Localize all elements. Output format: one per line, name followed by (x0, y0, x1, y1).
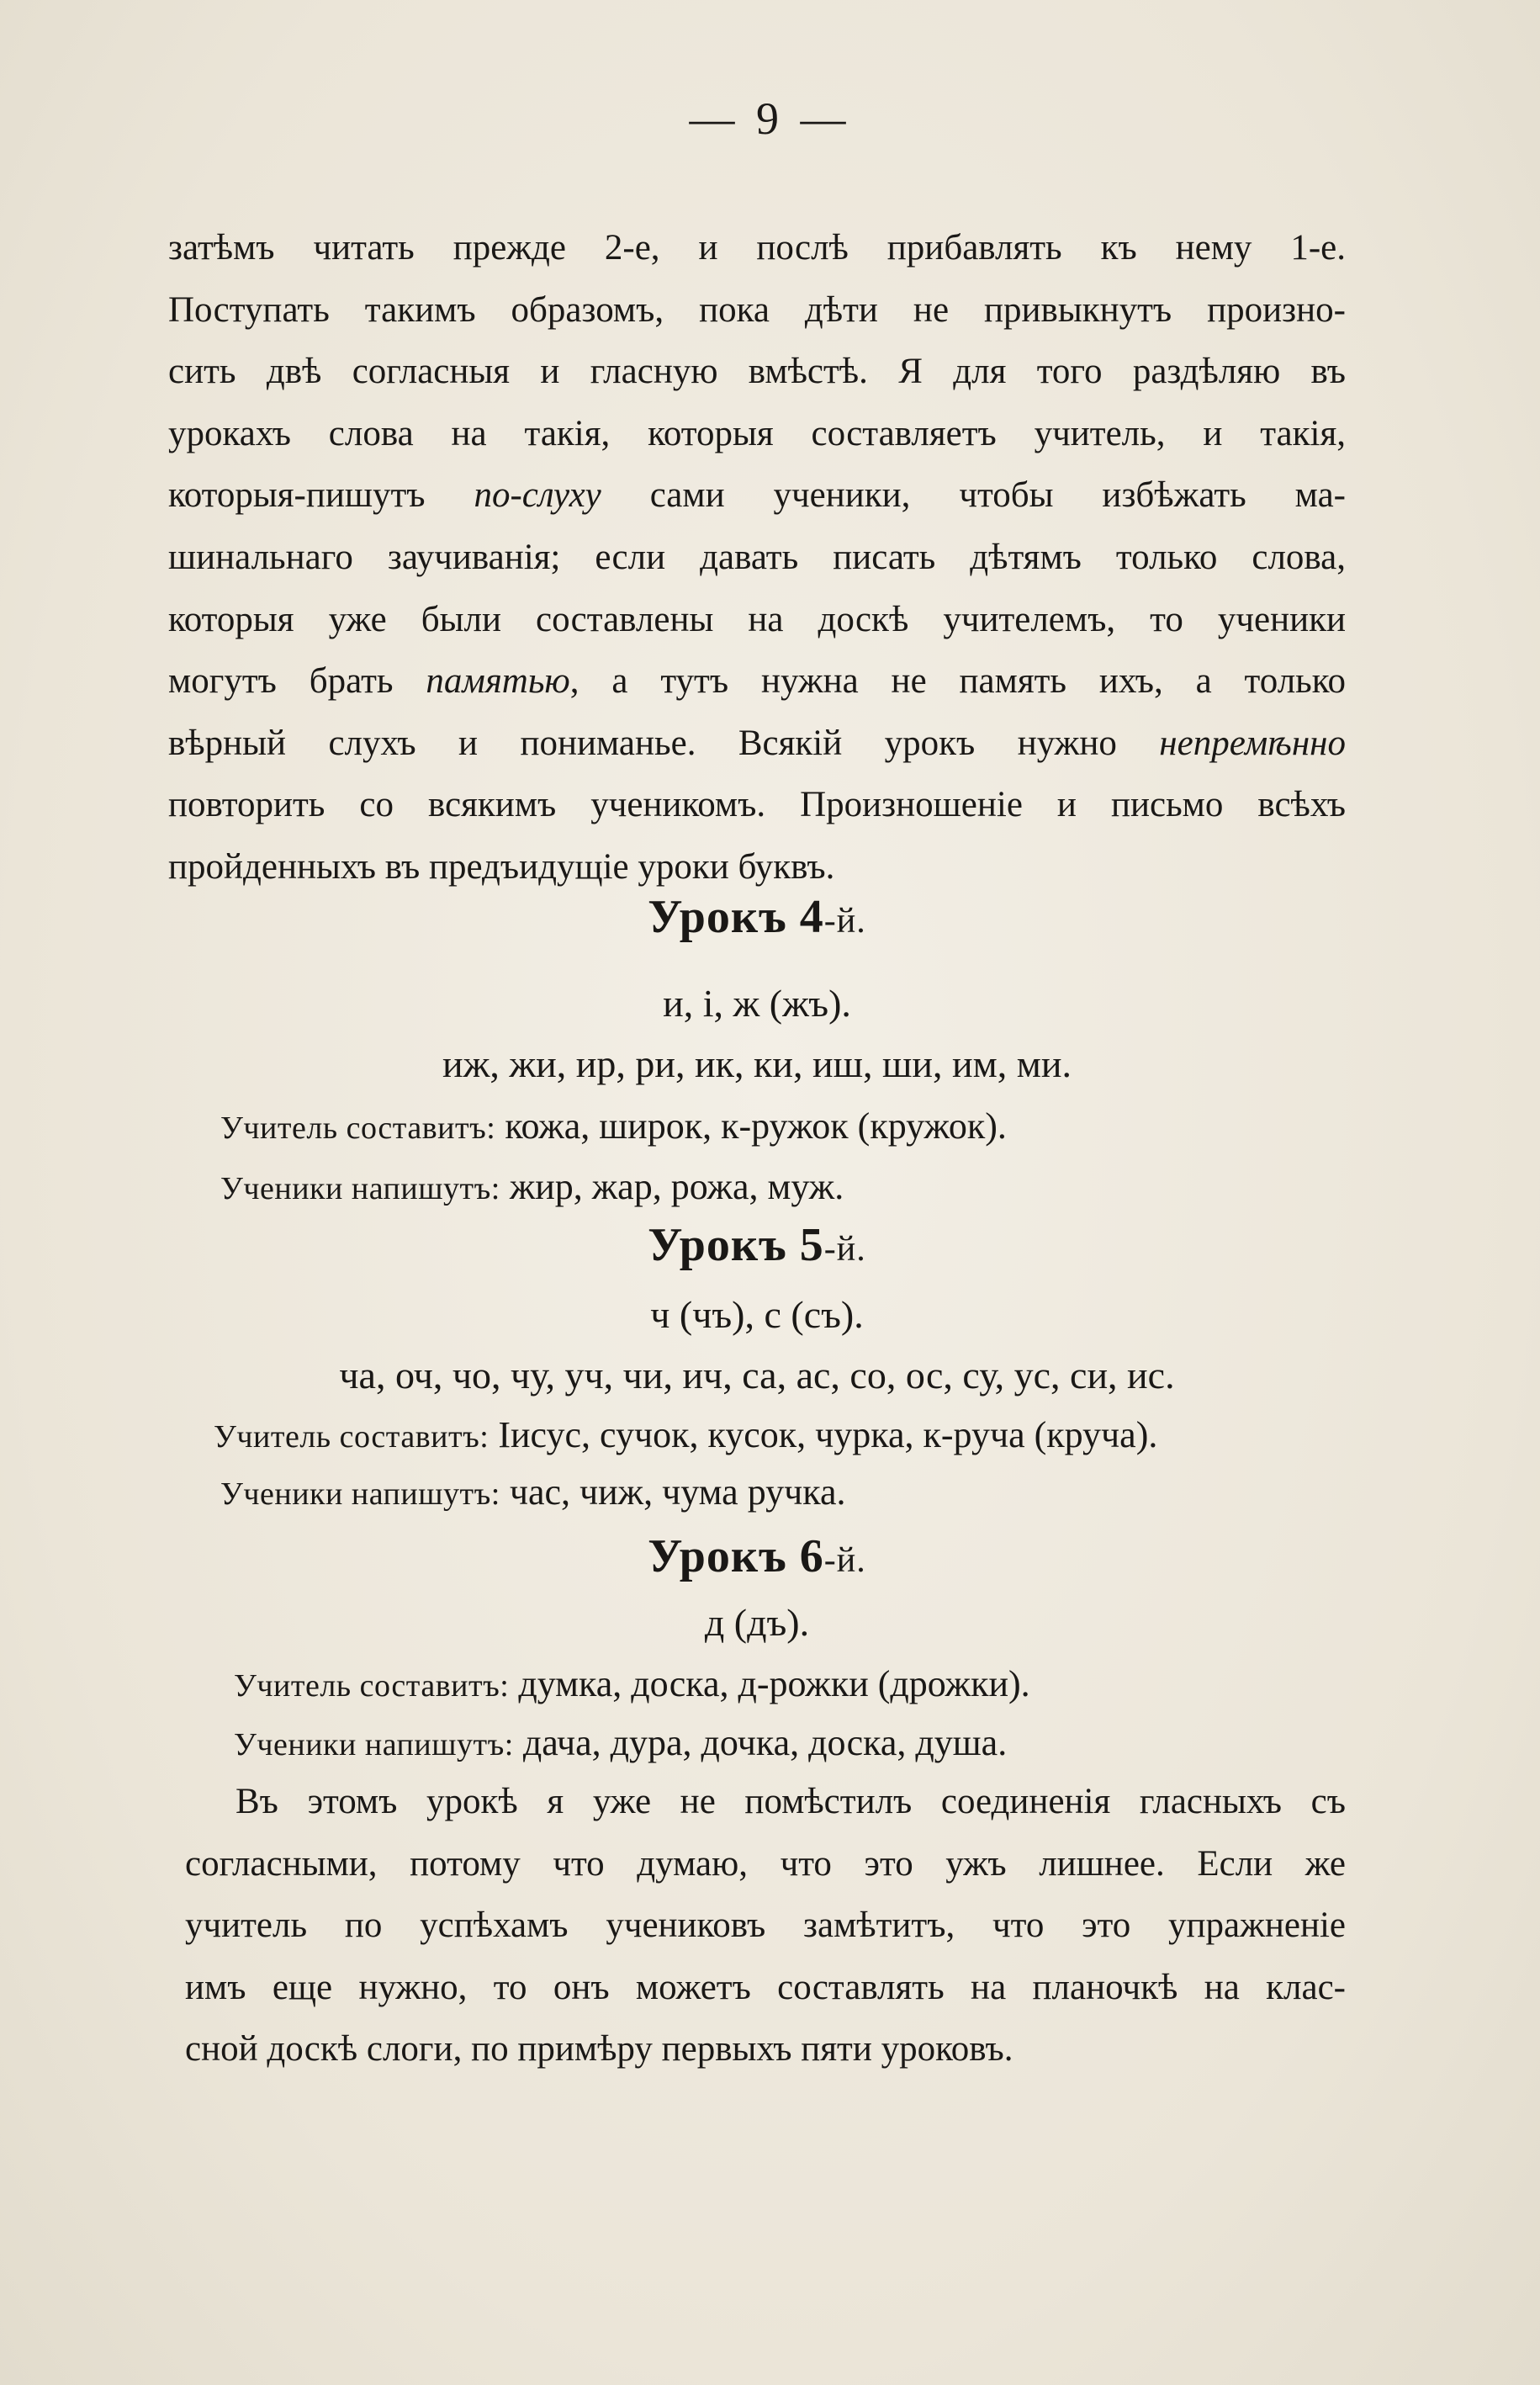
students-words: жир, жар, рожа, муж. (509, 1166, 844, 1207)
intro-text: могутъ брать (168, 661, 426, 702)
intro-text: которыя-пишутъ (168, 475, 474, 516)
italic-term: памятью (426, 661, 570, 702)
teacher-label: Учитель составитъ: (220, 1110, 496, 1146)
students-words: час, чиж, чума ручка. (509, 1471, 846, 1513)
intro-paragraph (168, 217, 1346, 898)
lesson-4-syllables: иж, жи, ир, ри, ик, ки, иш, ши, им, ми. (442, 1042, 1072, 1085)
lesson-4-heading (168, 890, 1346, 944)
lesson-5-students-line (220, 1471, 846, 1513)
lesson-5-heading (168, 1218, 1346, 1272)
closing-line: Въ этомъ урокѣ я уже не помѣстилъ соединенія гласныхъ съ (235, 1782, 1346, 1821)
lesson-5-suffix: -й. (823, 1230, 866, 1269)
intro-text: вѣрный слухъ и пониманье. Всякій урокъ нужно (168, 723, 1160, 763)
intro-line: затѣмъ читать прежде 2-е, и послѣ прибавлять къ нему 1-е. (168, 228, 1346, 268)
closing-line: учитель по успѣхамъ учениковъ замѣтитъ, что это упражненіе (185, 1905, 1346, 1946)
lesson-5-section (168, 1218, 1346, 1538)
lesson-6-title: Урокъ 6 (648, 1530, 824, 1582)
page-number: — 9 — (689, 93, 851, 144)
teacher-label: Учитель составитъ: (234, 1668, 510, 1704)
intro-line: урокахъ слова на такія, которыя составляетъ учитель, и такія, (168, 413, 1346, 453)
intro-line: сить двѣ согласныя и гласную вмѣстѣ. Я для того раздѣляю въ (168, 352, 1346, 392)
students-label: Ученики напишутъ: (220, 1476, 500, 1512)
students-label: Ученики напишутъ: (220, 1171, 500, 1206)
italic-term: непремѣнно (1159, 723, 1346, 763)
intro-line: Поступать такимъ образомъ, пока дѣти не привыкнутъ произно- (168, 289, 1346, 330)
teacher-words: Іисус, сучок, кусок, чурка, к-руча (круча). (498, 1414, 1158, 1455)
lesson-4-title: Урокъ 4 (648, 891, 824, 943)
lesson-6-students-line (234, 1721, 1007, 1764)
lesson-5-teacher-line (214, 1413, 1157, 1456)
teacher-words: кожа, широк, к-ружок (кружок). (505, 1105, 1007, 1147)
lesson-6-section (168, 1529, 1346, 1782)
intro-line: шинальнаго заучиванія; если давать писать дѣтямъ только слова, (168, 537, 1346, 577)
intro-line: пройденныхъ въ предъидущіе уроки буквъ. (168, 846, 835, 887)
lesson-5-letters: ч (чъ), с (съ). (650, 1293, 864, 1336)
lesson-4-section (168, 890, 1346, 1227)
intro-text: , а тутъ нужна не память ихъ, а только (569, 661, 1346, 702)
students-words: дача, дура, дочка, доска, душа. (522, 1722, 1008, 1763)
intro-line (168, 464, 1346, 527)
teacher-label: Учитель составитъ: (214, 1419, 490, 1455)
lesson-6-teacher-line (234, 1662, 1030, 1705)
lesson-5-syllables: ча, оч, чо, чу, уч, чи, ич, са, ас, со, ос, су, ус, си, ис. (339, 1354, 1175, 1397)
closing-paragraph (185, 1771, 1346, 2080)
students-label: Ученики напишутъ: (234, 1727, 514, 1762)
closing-line: имъ еще нужно, то онъ можетъ составлять на планочкѣ на клас- (185, 1967, 1346, 2007)
lesson-6-heading (168, 1529, 1346, 1583)
closing-line: сной доскѣ слоги, по примѣру первыхъ пяти уроковъ. (185, 2029, 1013, 2070)
lesson-6-letters: д (дъ). (704, 1601, 810, 1644)
lesson-5-title: Урокъ 5 (648, 1219, 824, 1271)
lesson-4-letters: и, і, ж (жъ). (663, 982, 851, 1025)
intro-line (168, 650, 1346, 713)
lesson-4-teacher-line (220, 1105, 1007, 1147)
intro-line: повторить со всякимъ ученикомъ. Произношеніе и письмо всѣхъ (168, 785, 1346, 825)
italic-term: по-слуху (474, 475, 601, 516)
intro-line (168, 713, 1346, 775)
teacher-words: думка, доска, д-рожки (дрожки). (518, 1663, 1030, 1704)
closing-line: согласными, потому что думаю, что это ужъ лишнее. Если же (185, 1843, 1346, 1884)
lesson-4-suffix: -й. (823, 902, 866, 941)
lesson-4-students-line (220, 1165, 844, 1208)
intro-line: которыя уже были составлены на доскѣ учителемъ, то ученики (168, 599, 1346, 639)
intro-text: сами ученики, чтобы избѣжать ма- (601, 475, 1347, 516)
lesson-6-suffix: -й. (823, 1541, 866, 1580)
